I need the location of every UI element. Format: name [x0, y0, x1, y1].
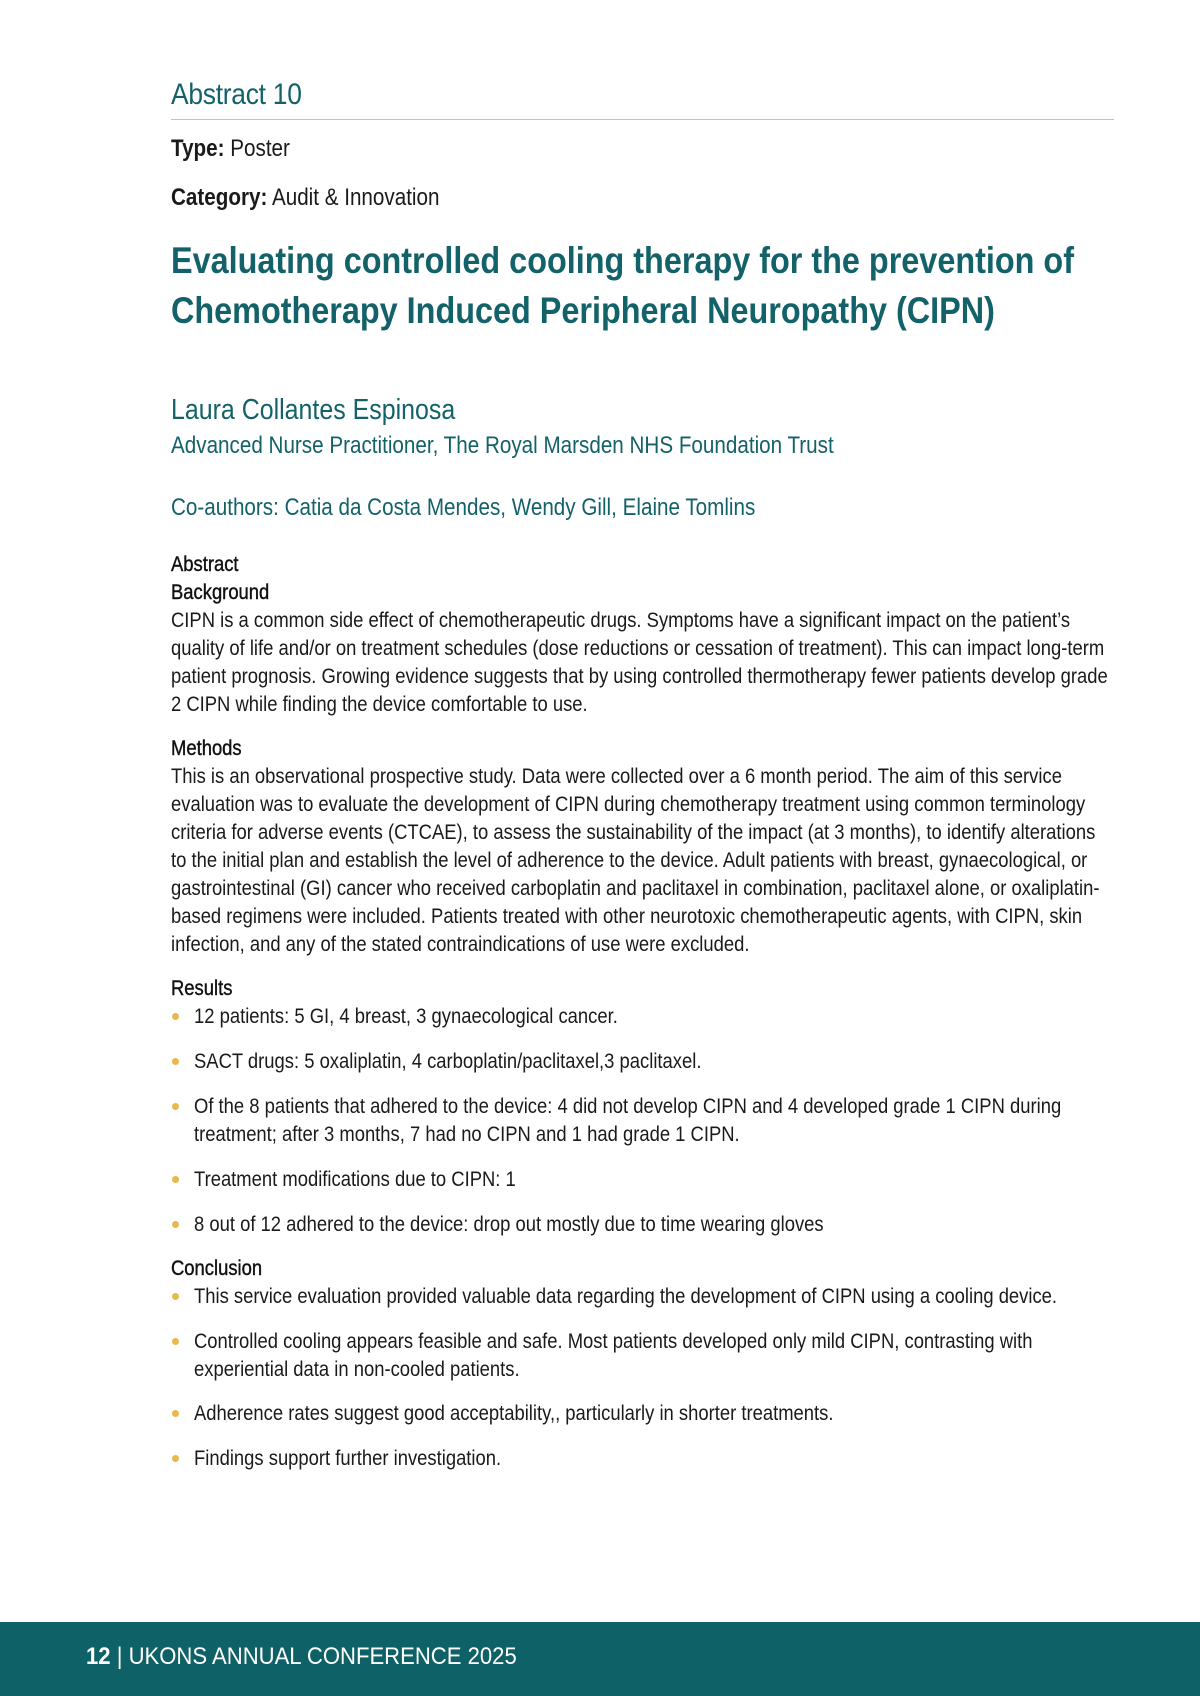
bullet-dot-icon [172, 1338, 179, 1345]
footer-separator: | [116, 1643, 123, 1670]
methods-line: based regimens were included. Patients treated with other neurotoxic chemotherapeutic agents, with CIPN, skin [171, 905, 1083, 928]
methods-line: This is an observational prospective study. Data were collected over a 6 month period. The aim of this service [171, 765, 1062, 788]
title-line-2: Chemotherapy Induced Peripheral Neuropathy (CIPN) [171, 290, 995, 331]
list-item-text: experiential data in non-cooled patients. [194, 1358, 520, 1381]
bullet-dot-icon [172, 1455, 179, 1462]
coauthors: Co-authors: Catia da Costa Mendes, Wendy Gill, Elaine Tomlins [171, 494, 756, 521]
bullet-dot-icon [172, 1410, 179, 1417]
author-role: Advanced Nurse Practitioner, The Royal Marsden NHS Foundation Trust [171, 432, 834, 459]
type-line [171, 135, 290, 163]
abstract-title [171, 236, 1116, 336]
background-text [171, 607, 1114, 719]
background-heading: Background [171, 581, 270, 604]
list-item-text: Findings support further investigation. [194, 1447, 502, 1470]
bullet-dot-icon [172, 1103, 179, 1110]
conclusion-heading: Conclusion [171, 1257, 263, 1280]
background-line: patient prognosis. Growing evidence suggests that by using controlled thermotherapy fewer patients develop grade [171, 665, 1108, 688]
header-divider [171, 119, 1114, 120]
methods-line: infection, and any of the stated contraindications of use were excluded. [171, 933, 750, 956]
list-item-text: treatment; after 3 months, 7 had no CIPN and 1 had grade 1 CIPN. [194, 1123, 740, 1146]
results-heading: Results [171, 977, 233, 1000]
type-label: Type: [171, 135, 225, 162]
bullet-dot-icon [172, 1293, 179, 1300]
abstract-number-label: Abstract 10 [171, 78, 302, 111]
title-line-1: Evaluating controlled cooling therapy for the prevention of [171, 240, 1074, 281]
methods-line: evaluation was to evaluate the development of CIPN during chemotherapy treatment using common terminology [171, 793, 1086, 816]
background-line: 2 CIPN while finding the device comfortable to use. [171, 693, 588, 716]
bullet-dot-icon [172, 1013, 179, 1020]
list-item-text: Of the 8 patients that adhered to the device: 4 did not develop CIPN and 4 developed grade 1 CIPN during [194, 1095, 1062, 1118]
list-item-text: Adherence rates suggest good acceptability,, particularly in shorter treatments. [194, 1402, 834, 1425]
author-name: Laura Collantes Espinosa [171, 394, 456, 426]
list-item-text: 8 out of 12 adhered to the device: drop out mostly due to time wearing gloves [194, 1213, 824, 1236]
list-item-text: This service evaluation provided valuable data regarding the development of CIPN using a cooling device. [194, 1285, 1058, 1308]
category-line [171, 184, 439, 212]
abstract-heading: Abstract [171, 553, 239, 576]
page-footer [0, 1622, 1200, 1696]
list-item-text: 12 patients: 5 GI, 4 breast, 3 gynaecological cancer. [194, 1005, 618, 1028]
methods-heading: Methods [171, 737, 242, 760]
type-value: Poster [230, 135, 290, 162]
methods-line: gastrointestinal (GI) cancer who received carboplatin and paclitaxel in combination, paclitaxel alone, or oxaliplatin- [171, 877, 1100, 900]
methods-text [171, 763, 1114, 959]
conference-name: UKONS ANNUAL CONFERENCE 2025 [128, 1643, 517, 1670]
bullet-dot-icon [172, 1221, 179, 1228]
bullet-dot-icon [172, 1058, 179, 1065]
methods-line: criteria for adverse events (CTCAE), to assess the sustainability of the impact (at 3 months), to identify alterations [171, 821, 1096, 844]
background-line: CIPN is a common side effect of chemotherapeutic drugs. Symptoms have a significant impact on the patient’s [171, 609, 1071, 632]
category-value: Audit & Innovation [271, 184, 440, 211]
category-label: Category: [171, 184, 268, 211]
bullet-dot-icon [172, 1176, 179, 1183]
list-item-text: Treatment modifications due to CIPN: 1 [194, 1168, 516, 1191]
background-line: quality of life and/or on treatment schedules (dose reductions or cessation of treatment). This can impact long-term [171, 637, 1105, 660]
list-item-text: SACT drugs: 5 oxaliplatin, 4 carboplatin/paclitaxel,3 paclitaxel. [194, 1050, 702, 1073]
page-number: 12 [86, 1643, 111, 1670]
list-item-text: Controlled cooling appears feasible and safe. Most patients developed only mild CIPN, contrasting with [194, 1330, 1033, 1353]
methods-line: to the initial plan and establish the level of adherence to the device. Adult patients with breast, gynaecological, or [171, 849, 1088, 872]
footer-text [86, 1643, 517, 1671]
